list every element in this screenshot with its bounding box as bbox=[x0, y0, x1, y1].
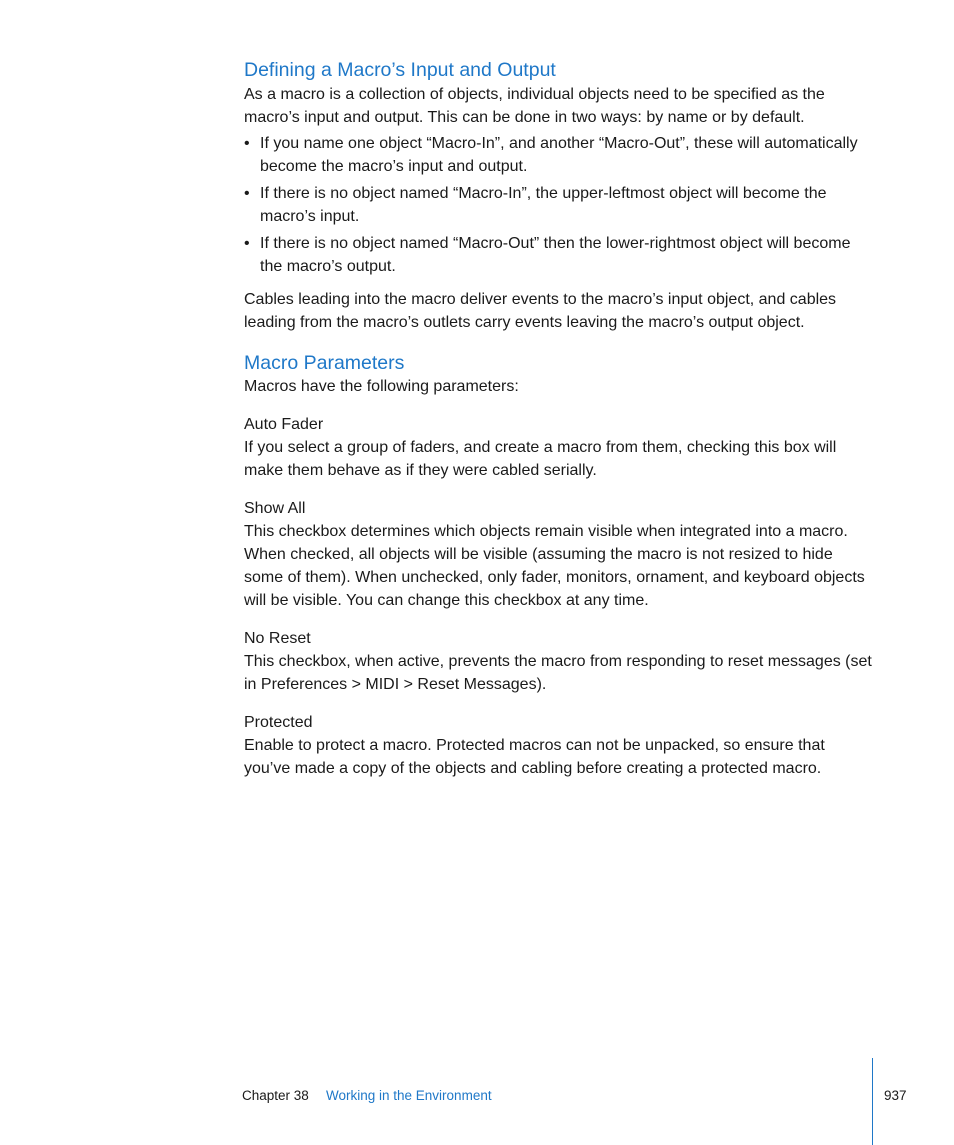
page-content bbox=[244, 58, 874, 780]
param-protected bbox=[244, 711, 874, 780]
param-title: No Reset bbox=[244, 630, 311, 647]
section-title-macro-input-output: Defining a Macro’s Input and Output bbox=[244, 59, 556, 81]
bullet-icon: • bbox=[244, 185, 250, 202]
param-no-reset bbox=[244, 627, 874, 696]
param-title: Auto Fader bbox=[244, 416, 324, 433]
list-item bbox=[244, 232, 874, 278]
param-description: This checkbox determines which objects remain visible when integrated into a macro. When checked, all objects will be visible (assuming the macro is not resized to hide some of them). When unchecked, only fader, monitors, ornament, and keyboard objects will be visible. You can change this checkbox at any time. bbox=[244, 523, 865, 609]
param-auto-fader bbox=[244, 413, 874, 482]
list-item-text: If there is no object named “Macro-Out” then the lower-rightmost object will become the macro’s output. bbox=[260, 235, 851, 275]
footer-divider bbox=[872, 1058, 873, 1145]
bullet-icon: • bbox=[244, 235, 250, 252]
param-description: If you select a group of faders, and create a macro from them, checking this box will make them behave as if they were cabled serially. bbox=[244, 439, 837, 479]
footer-chapter-title: Working in the Environment bbox=[326, 1088, 492, 1103]
list-item bbox=[244, 182, 874, 228]
param-description: Enable to protect a macro. Protected macros can not be unpacked, so ensure that you’ve made a copy of the objects and cabling before creating a protected macro. bbox=[244, 737, 825, 777]
param-show-all bbox=[244, 497, 874, 612]
section-intro-paragraph: As a macro is a collection of objects, individual objects need to be specified as the macro’s input and output. This can be done in two ways: by name or by default. bbox=[244, 86, 825, 126]
page-number: 937 bbox=[884, 1088, 907, 1103]
param-description: This checkbox, when active, prevents the macro from responding to reset messages (set in Preferences > MIDI > Reset Messages). bbox=[244, 653, 872, 693]
list-item bbox=[244, 132, 874, 178]
parameters-intro-paragraph: Macros have the following parameters: bbox=[244, 378, 519, 395]
list-item-text: If there is no object named “Macro-In”, the upper-leftmost object will become the macro’s input. bbox=[260, 185, 827, 225]
param-title: Show All bbox=[244, 500, 306, 517]
list-item-text: If you name one object “Macro-In”, and another “Macro-Out”, these will automatically become the macro’s input and output. bbox=[260, 135, 858, 175]
section-title-macro-parameters: Macro Parameters bbox=[244, 352, 405, 374]
bullet-icon: • bbox=[244, 135, 250, 152]
bullet-list bbox=[244, 132, 874, 278]
footer-chapter-label: Chapter 38 bbox=[242, 1088, 309, 1103]
cables-paragraph: Cables leading into the macro deliver events to the macro’s input object, and cables leading from the macro’s outlets carry events leaving the macro’s output object. bbox=[244, 291, 837, 331]
param-title: Protected bbox=[244, 714, 313, 731]
